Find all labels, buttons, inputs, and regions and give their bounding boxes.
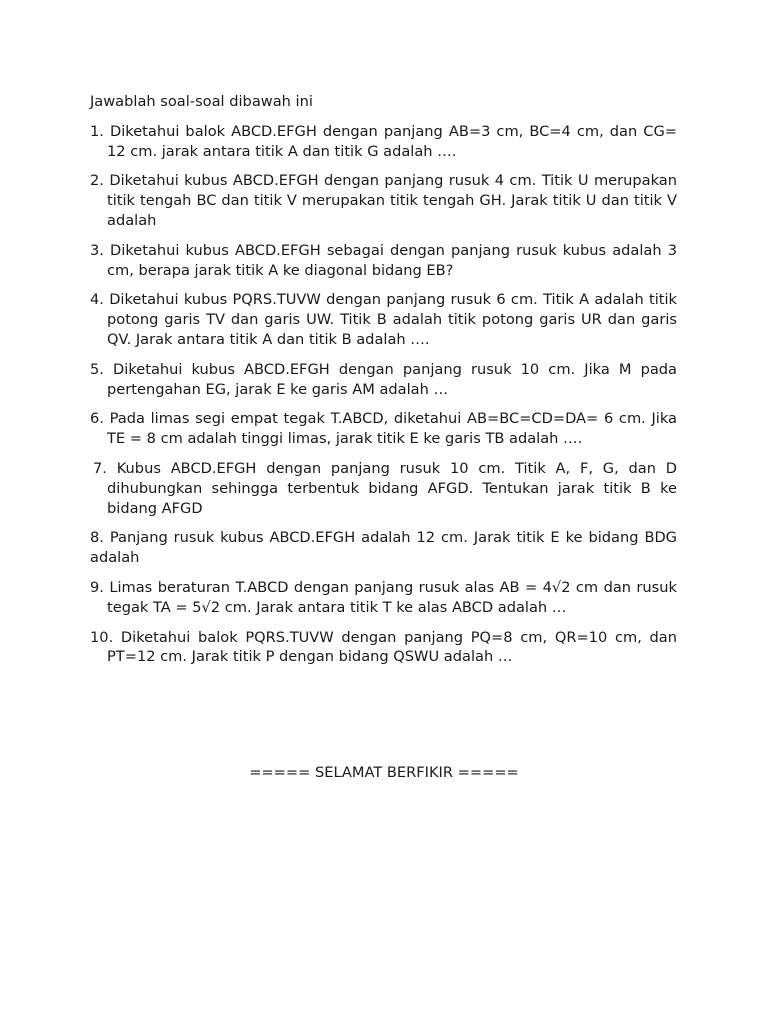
- question-4: 4. Diketahui kubus PQRS.TUVW dengan panjang rusuk 6 cm. Titik A adalah titik potong garis TV dan garis UW. Titik B adalah titik potong garis UR dan garis QV. Jarak antara titik A dan titik B adalah ….: [90, 291, 677, 348]
- instruction-text: Jawablah soal-soal dibawah ini: [90, 93, 313, 110]
- question-3: 3. Diketahui kubus ABCD.EFGH sebagai dengan panjang rusuk kubus adalah 3 cm, berapa jarak titik A ke diagonal bidang EB?: [90, 241, 677, 279]
- question-10: 10. Diketahui balok PQRS.TUVW dengan panjang PQ=8 cm, QR=10 cm, dan PT=12 cm. Jarak titik P dengan bidang QSWU adalah …: [90, 628, 677, 666]
- question-2: 2. Diketahui kubus ABCD.EFGH dengan panjang rusuk 4 cm. Titik U merupakan titik tengah BC dan titik V merupakan titik tengah GH. Jarak titik U dan titik V adalah: [90, 172, 677, 229]
- question-7: 7. Kubus ABCD.EFGH dengan panjang rusuk 10 cm. Titik A, F, G, dan D dihubungkan sehingga terbentuk bidang AFGD. Tentukan jarak titik B ke bidang AFGD: [93, 459, 677, 517]
- question-6: 6. Pada limas segi empat tegak T.ABCD, diketahui AB=BC=CD=DA= 6 cm. Jika TE = 8 cm adalah tinggi limas, jarak titik E ke garis TB adalah ….: [90, 410, 677, 448]
- closing-text: ===== SELAMAT BERFIKIR =====: [249, 764, 519, 781]
- question-sheet: [90, 92, 677, 677]
- question-5: 5. Diketahui kubus ABCD.EFGH dengan panjang rusuk 10 cm. Jika M pada pertengahan EG, jarak E ke garis AM adalah …: [90, 360, 677, 398]
- question-8: 8. Panjang rusuk kubus ABCD.EFGH adalah 12 cm. Jarak titik E ke bidang BDG adalah: [90, 529, 677, 567]
- question-1: 1. Diketahui balok ABCD.EFGH dengan panjang AB=3 cm, BC=4 cm, dan CG= 12 cm. jarak antara titik A dan titik G adalah ….: [90, 122, 677, 160]
- question-9: 9. Limas beraturan T.ABCD dengan panjang rusuk alas AB = 4√2 cm dan rusuk tegak TA = 5√2 cm. Jarak antara titik T ke alas ABCD adalah …: [90, 578, 677, 616]
